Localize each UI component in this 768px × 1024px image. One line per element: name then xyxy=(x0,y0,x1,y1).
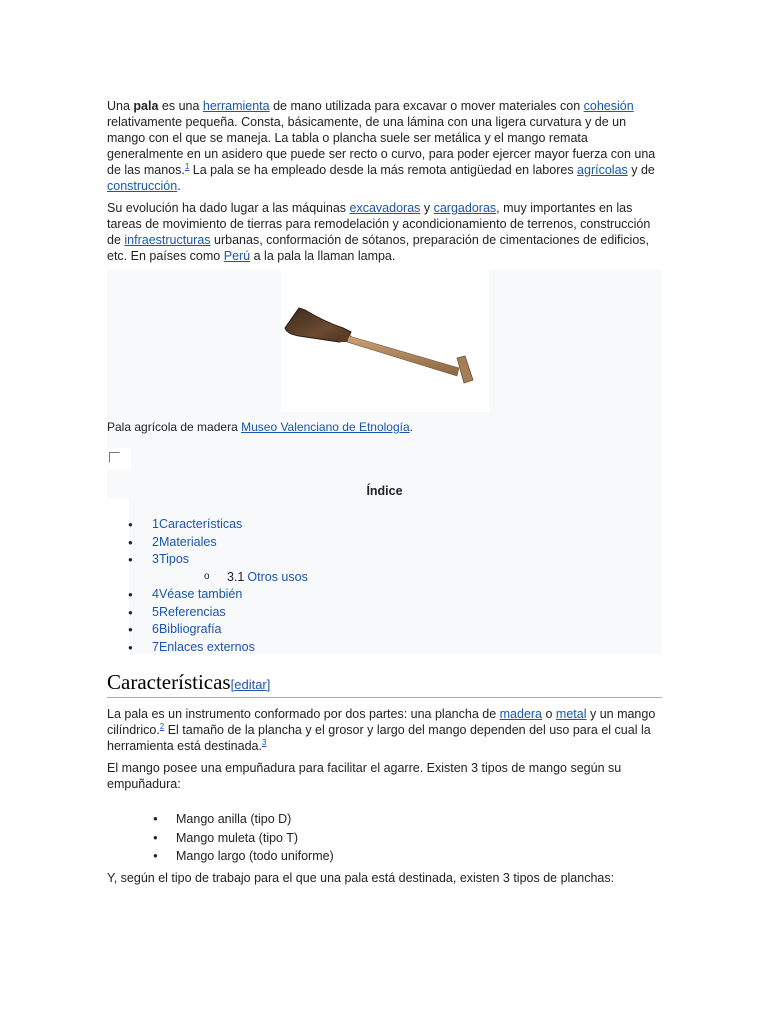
toc-number: 3 xyxy=(152,552,159,566)
text: de mano utilizada para excavar o mover materiales con xyxy=(269,99,584,113)
toc-label: Tipos xyxy=(158,552,190,566)
link-museo[interactable]: Museo Valenciano de Etnología xyxy=(241,420,410,434)
text: Una xyxy=(107,99,134,113)
toc-label: Referencias xyxy=(158,604,226,619)
link-cargadoras[interactable]: cargadoras xyxy=(433,201,497,215)
toc-label: Bibliografía xyxy=(158,622,222,636)
ref-1[interactable]: 1 xyxy=(184,161,190,171)
text: , muy importantes en las tareas de movimiento de tierras para remodelación y acondicionamiento de terrenos, construcción de xyxy=(107,201,651,247)
section-title: Características xyxy=(107,670,231,694)
toc-item-materiales[interactable] xyxy=(107,534,308,552)
shovel-illustration xyxy=(281,270,489,412)
toc-label: Enlaces externos xyxy=(158,639,255,654)
toc-label: Características xyxy=(158,517,243,531)
toc-number: 4 xyxy=(152,587,159,601)
text: y un mango cilíndrico. xyxy=(107,707,656,737)
caption-end: . xyxy=(409,420,413,434)
toc-toggle-checkbox[interactable] xyxy=(107,448,131,470)
edit-bracket-close: ] xyxy=(266,677,271,692)
text: urbanas, conformación de sótanos, preparación de cimentaciones de edificios, etc. En países como xyxy=(107,233,649,263)
toc-list xyxy=(107,516,308,656)
toc-number: 3.1 xyxy=(227,569,245,584)
link-agricolas[interactable]: agrícolas xyxy=(577,163,628,177)
link-madera[interactable]: madera xyxy=(499,707,543,721)
term-bold: pala xyxy=(133,99,159,113)
text: La pala se ha empleado desde la más remota antigüedad en labores xyxy=(189,163,578,177)
plate-types-paragraph: Y, según el tipo de trabajo para el que una pala está destinada, existen 3 tipos de planchas: xyxy=(107,871,615,885)
toc-title: Índice xyxy=(366,484,403,498)
link-excavadoras[interactable]: excavadoras xyxy=(349,201,421,215)
link-herramienta[interactable]: herramienta xyxy=(202,99,270,113)
checkbox-icon xyxy=(109,452,120,463)
ref-3[interactable]: 3 xyxy=(261,737,267,747)
link-infraestructuras[interactable]: infraestructuras xyxy=(124,233,211,247)
figure-and-toc-box xyxy=(107,270,662,654)
text: es una xyxy=(158,99,203,113)
intro-paragraph xyxy=(107,98,663,194)
link-construccion[interactable]: construcción xyxy=(107,179,178,193)
list-item: ● Mango anilla (tipo D) xyxy=(107,810,334,829)
toc-number: 6 xyxy=(152,622,159,636)
link-peru[interactable]: Perú xyxy=(223,249,251,263)
toc-item-referencias[interactable] xyxy=(107,604,308,622)
toc-label: Otros usos xyxy=(247,569,308,584)
toc-item-tipos[interactable] xyxy=(107,551,308,569)
text: El tamaño de la plancha y el grosor y largo del mango dependen del uso para el cual la herramienta está destinada. xyxy=(107,723,651,753)
text: a la pala la llaman lampa. xyxy=(250,249,396,263)
handle-types-list xyxy=(107,810,334,866)
list-item: ● Mango muleta (tipo T) xyxy=(107,829,334,848)
toc-number: 2 xyxy=(152,534,159,549)
text: relativamente pequeña. Consta, básicamente, de una lámina con una ligera curvatura y de un mango con el que se maneja. La tabla o plancha suele ser metálica y el mango remata generalmente en un asidero que puede ser recto o curvo, para poder ejercer mayor fuerza con una de las manos. xyxy=(107,115,656,177)
toc-item-enlaces-externos[interactable] xyxy=(107,639,308,657)
link-metal[interactable]: metal xyxy=(555,707,587,721)
text: . xyxy=(177,179,181,193)
text: o xyxy=(542,707,556,721)
caption-text: Pala agrícola de madera xyxy=(107,420,242,434)
edit-section-link[interactable]: editar xyxy=(234,677,267,692)
text: Su evolución ha dado lugar a las máquinas xyxy=(107,201,350,215)
toc-item-vease-tambien[interactable] xyxy=(107,586,308,604)
parts-paragraph xyxy=(107,706,663,754)
section-heading-caracteristicas xyxy=(107,670,662,698)
grip-paragraph: El mango posee una empuñadura para facilitar el agarre. Existen 3 tipos de mango según su empuñadura: xyxy=(107,761,622,791)
ref-2[interactable]: 2 xyxy=(159,721,165,731)
text: y xyxy=(420,201,434,215)
toc-label: Véase también xyxy=(158,587,243,601)
text: y de xyxy=(627,163,655,177)
figure-caption xyxy=(107,419,413,435)
text: La pala es un instrumento conformado por dos partes: una plancha de xyxy=(107,707,500,721)
toc-number: 7 xyxy=(152,639,159,654)
toc-item-bibliografia[interactable] xyxy=(107,621,308,639)
toc-number: 1 xyxy=(152,517,159,531)
link-cohesion[interactable]: cohesión xyxy=(583,99,634,113)
toc-item-caracteristicas[interactable] xyxy=(107,516,308,534)
shovel-image[interactable] xyxy=(281,270,489,412)
evolution-paragraph xyxy=(107,200,663,264)
toc-item-otros-usos[interactable] xyxy=(107,569,308,587)
toc-number: 5 xyxy=(152,604,159,619)
edit-bracket-open: [ xyxy=(230,677,235,692)
toc-label: Materiales xyxy=(158,534,217,549)
list-item: ● Mango largo (todo uniforme) xyxy=(107,847,334,866)
